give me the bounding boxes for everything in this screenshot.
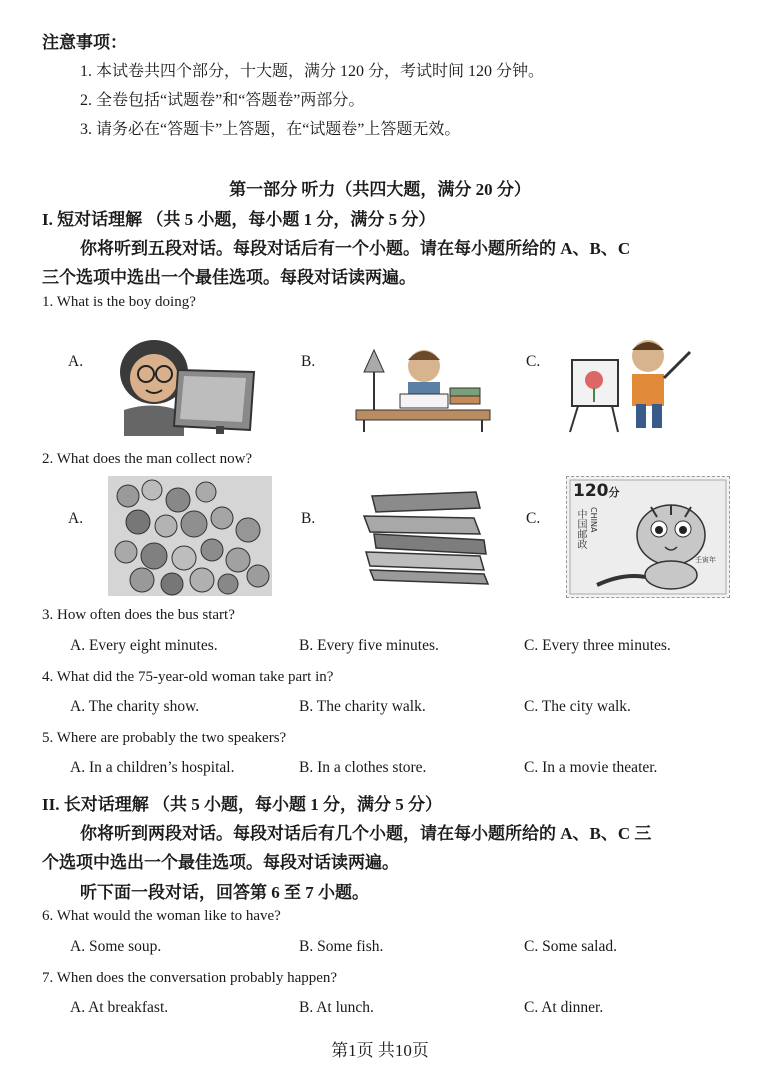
part-title: 第一部分 听力（共四大题，满分 20 分） (229, 180, 531, 199)
q5-option-b: B. In a clothes store. (299, 759, 427, 776)
q1-option-a: A. (68, 353, 84, 370)
q6-option-b: B. Some fish. (299, 938, 384, 955)
notice-item-2: 2. 全卷包括“试题卷”和“答题卷”两部分。 (80, 92, 365, 109)
section1-instruction-1: 你将听到五段对话。每段对话后有一个小题。请在每小题所给的 A、B、C (80, 239, 631, 258)
q7-option-c: C. At dinner. (524, 999, 604, 1016)
section2-sub-instruction: 听下面一段对话，回答第 6 至 7 小题。 (80, 883, 369, 902)
section2-instruction-1: 你将听到两段对话。每段对话后有几个小题，请在每小题所给的 A、B、C 三 (80, 824, 652, 843)
q4-option-c: C. The city walk. (524, 698, 631, 715)
section1-instruction-2: 三个选项中选出一个最佳选项。每段对话读两遍。 (42, 268, 416, 287)
q6-option-a: A. Some soup. (70, 938, 162, 955)
stamp-country: CHINA (589, 507, 598, 533)
question-2: 2. What does the man collect now? (42, 451, 253, 467)
notice-title: 注意事项： (42, 33, 127, 52)
question-5: 5. Where are probably the two speakers? (42, 730, 287, 746)
stamp-price: 120分 (573, 481, 620, 501)
question-1: 1. What is the boy doing? (42, 294, 196, 310)
stamp-year: 壬寅年 (695, 556, 716, 564)
question-7: 7. When does the conversation probably happen? (42, 970, 338, 986)
q4-option-a: A. The charity show. (70, 698, 200, 715)
question-3: 3. How often does the bus start? (42, 607, 235, 623)
q3-option-b: B. Every five minutes. (299, 637, 439, 654)
tiger-stamp-image (566, 476, 730, 598)
q5-option-c: C. In a movie theater. (524, 759, 658, 776)
q3-option-c: C. Every three minutes. (524, 637, 671, 654)
page-number: 第1页 共10页 (331, 1041, 429, 1060)
books-image (356, 478, 498, 588)
q5-option-a: A. In a children’s hospital. (70, 759, 235, 776)
question-6: 6. What would the woman like to have? (42, 908, 281, 924)
q1-option-c: C. (526, 353, 541, 370)
boy-painting-image (566, 328, 698, 436)
q2-option-c: C. (526, 510, 541, 527)
boy-reading-image (350, 332, 492, 436)
stamp-label: 中国邮政 (575, 509, 586, 549)
section2-instruction-2: 个选项中选出一个最佳选项。每段对话读两遍。 (42, 853, 399, 872)
section2-heading: II. 长对话理解 （共 5 小题，每小题 1 分，满分 5 分） (42, 795, 442, 814)
q3-option-a: A. Every eight minutes. (70, 637, 218, 654)
q4-option-b: B. The charity walk. (299, 698, 426, 715)
coins-image (108, 476, 272, 596)
boy-computer-image (104, 330, 258, 436)
notice-item-1: 1. 本试卷共四个部分，十大题，满分 120 分，考试时间 120 分钟。 (80, 63, 545, 80)
q7-option-a: A. At breakfast. (70, 999, 169, 1016)
notice-item-3: 3. 请务必在“答题卡”上答题，在“试题卷”上答题无效。 (80, 121, 461, 138)
q2-option-a: A. (68, 510, 84, 527)
q7-option-b: B. At lunch. (299, 999, 374, 1016)
section1-heading: I. 短对话理解 （共 5 小题，每小题 1 分，满分 5 分） (42, 210, 436, 229)
q6-option-c: C. Some salad. (524, 938, 617, 955)
question-4: 4. What did the 75-year-old woman take part in? (42, 669, 334, 685)
q1-option-b: B. (301, 353, 316, 370)
q2-option-b: B. (301, 510, 316, 527)
